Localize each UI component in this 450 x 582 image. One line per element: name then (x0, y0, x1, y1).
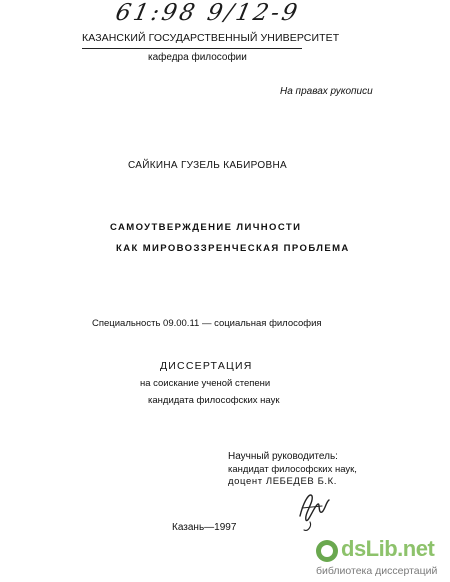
handwritten-catalog-number: 61:98 9/12-9 (113, 0, 303, 26)
header-divider (82, 48, 302, 49)
specialty-line: Специальность 09.00.11 — социальная философия (92, 318, 322, 329)
handwritten-signature (292, 486, 338, 534)
dslib-watermark (316, 530, 450, 582)
author-name: САЙКИНА ГУЗЕЛЬ КАБИРОВНА (128, 160, 287, 171)
dissertation-title-line-2: КАК МИРОВОЗЗРЕНЧЕСКАЯ ПРОБЛЕМА (116, 243, 350, 254)
dissertation-label: ДИССЕРТАЦИЯ (160, 360, 253, 372)
department-name: кафедра философии (148, 52, 247, 63)
dissertation-title-line-1: САМОУТВЕРЖДЕНИЕ ЛИЧНОСТИ (110, 222, 302, 233)
dslib-logo-icon (316, 540, 338, 562)
dslib-subtitle: библиотека диссертаций (316, 565, 438, 577)
degree-line-1: на соискание ученой степени (140, 378, 271, 389)
degree-line-2: кандидата философских наук (148, 395, 280, 406)
supervisor-name: доцент ЛЕБЕДЕВ Б.К. (228, 476, 338, 487)
dslib-brand-name: dsLib.net (341, 536, 435, 561)
place-and-year: Казань—1997 (172, 522, 237, 533)
supervisor-degree: кандидат философских наук, (228, 464, 357, 475)
university-name: КАЗАНСКИЙ ГОСУДАРСТВЕННЫЙ УНИВЕРСИТЕТ (82, 32, 340, 44)
supervisor-heading: Научный руководитель: (228, 451, 338, 462)
manuscript-rights-note: На правах рукописи (280, 86, 373, 97)
